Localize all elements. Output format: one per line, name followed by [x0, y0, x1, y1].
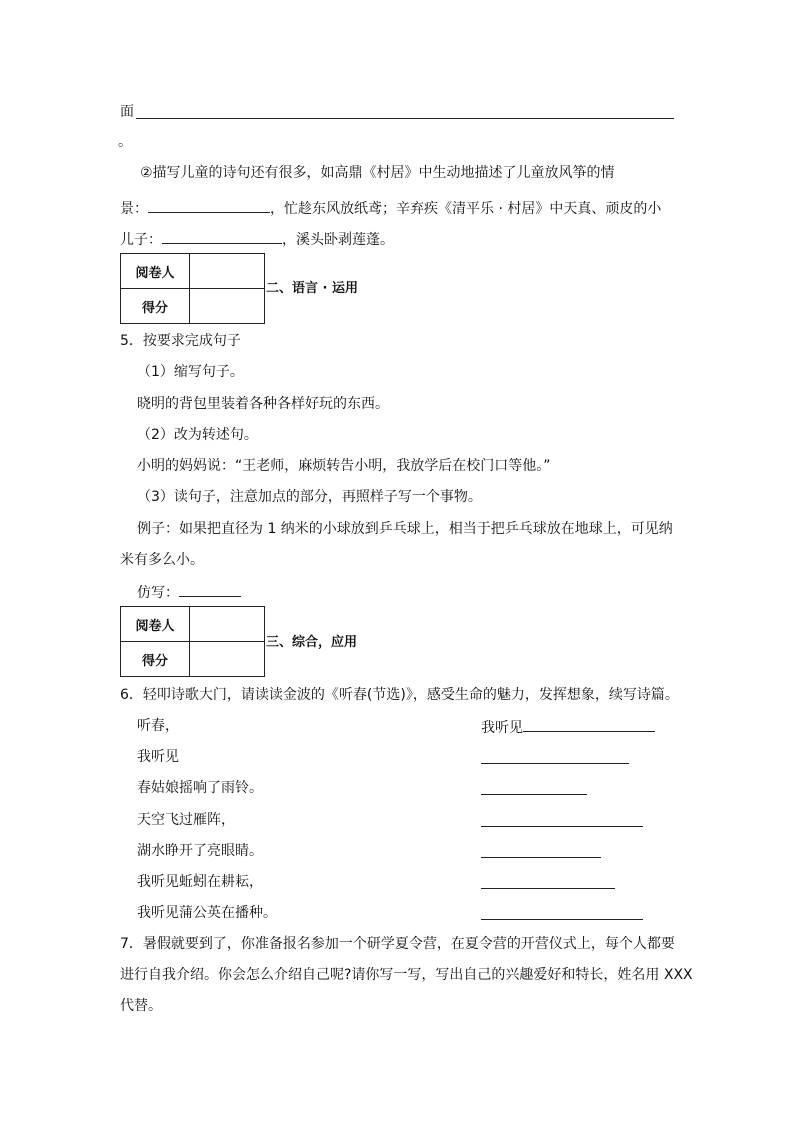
reviewer-cell[interactable] — [190, 607, 265, 642]
answer-line-prefix: 面 — [120, 104, 134, 120]
poem-line: 天空飞过雁阵， — [137, 812, 235, 828]
q5-example-2: 米有多么小。 — [120, 552, 204, 568]
q5-sub2-text: 小明的妈妈说：“王老师，麻烦转告小明，我放学后在校门口等他。” — [137, 458, 551, 474]
item2-prefix: 景： — [120, 201, 148, 217]
poem-blank-6[interactable] — [481, 888, 615, 889]
q7-line1: 7．暑假就要到了，你准备报名参加一个研学夏令营，在夏令营的开营仪式上，每个人都要 — [120, 936, 675, 952]
poem-line: 湖水睁开了亮眼睛。 — [137, 843, 263, 859]
poem-blank-1[interactable] — [523, 717, 655, 732]
q5-sub2: （2）改为转述句。 — [137, 427, 258, 443]
reviewer-cell[interactable] — [190, 254, 265, 289]
poem-line: 我听见蒲公英在播种。 — [137, 905, 277, 921]
poem-blank-7[interactable] — [481, 919, 643, 920]
imitate-blank[interactable] — [179, 582, 241, 597]
period-mark: 。 — [118, 134, 132, 150]
q5-sub3: （3）读句子，注意加点的部分，再照样子写一个事物。 — [137, 489, 482, 505]
reviewer-label: 阅卷人 — [121, 254, 190, 289]
q7-line2: 进行自我介绍。你会怎么介绍自己呢?请你写一写，写出自己的兴趣爱好和特长，姓名用 XXX — [120, 967, 693, 983]
poem-blank-5[interactable] — [481, 857, 601, 858]
blank-field-1[interactable] — [148, 198, 270, 213]
item2-prefix2: 儿子： — [120, 232, 162, 248]
score-table-2 — [120, 606, 265, 677]
score-cell[interactable] — [190, 642, 265, 677]
item2-mid: ，忙趁东风放纸鸢；辛弃疾《清平乐 · 村居》中天真、顽皮的小 — [270, 201, 662, 217]
item2-line3 — [120, 229, 394, 249]
item2-text: ②描写儿童的诗句还有很多，如高鼎《村居》中生动地描述了儿童放风筝的情 — [140, 165, 615, 181]
q5-imitate — [137, 582, 241, 602]
score-label: 得分 — [121, 642, 190, 677]
poem-line: 我听见 — [137, 749, 179, 765]
score-table-1 — [120, 253, 265, 324]
imitate-label: 仿写： — [137, 585, 179, 601]
q5-sub1: （1）缩写句子。 — [137, 364, 244, 380]
item2-end: ，溪头卧剥莲蓬。 — [282, 232, 394, 248]
reviewer-label: 阅卷人 — [121, 607, 190, 642]
q7-line3: 代替。 — [120, 998, 162, 1014]
q6-title: 6．轻叩诗歌大门，请读读金波的《听春(节选)》，感受生命的魅力，发挥想象，续写诗篇。 — [120, 687, 679, 703]
q5-title: 5．按要求完成句子 — [120, 333, 241, 349]
section-title-3: 三、综合，应用 — [266, 635, 358, 650]
poem-blank-3[interactable] — [481, 794, 587, 795]
poem-blank-4[interactable] — [481, 826, 643, 827]
answer-line[interactable] — [136, 118, 674, 119]
poem-blank-2[interactable] — [481, 763, 629, 764]
section-title-2: 二、语言 · 运用 — [266, 281, 358, 296]
score-label: 得分 — [121, 289, 190, 324]
poem-line: 春姑娘摇响了雨铃。 — [137, 780, 263, 796]
poem-line: 我听见蚯蚓在耕耘， — [137, 874, 263, 890]
poem-line: 听春， — [137, 718, 179, 734]
right-first-label: 我听见 — [481, 720, 523, 736]
q5-sub1-text: 晓明的背包里装着各种各样好玩的东西。 — [137, 396, 389, 412]
score-cell[interactable] — [190, 289, 265, 324]
item2-line2 — [120, 198, 661, 218]
poem-continue-first — [481, 717, 655, 737]
blank-field-2[interactable] — [162, 229, 282, 244]
q5-example-1: 例子：如果把直径为 1 纳米的小球放到乒乓球上，相当于把乒乓球放在地球上，可见纳 — [137, 521, 673, 537]
